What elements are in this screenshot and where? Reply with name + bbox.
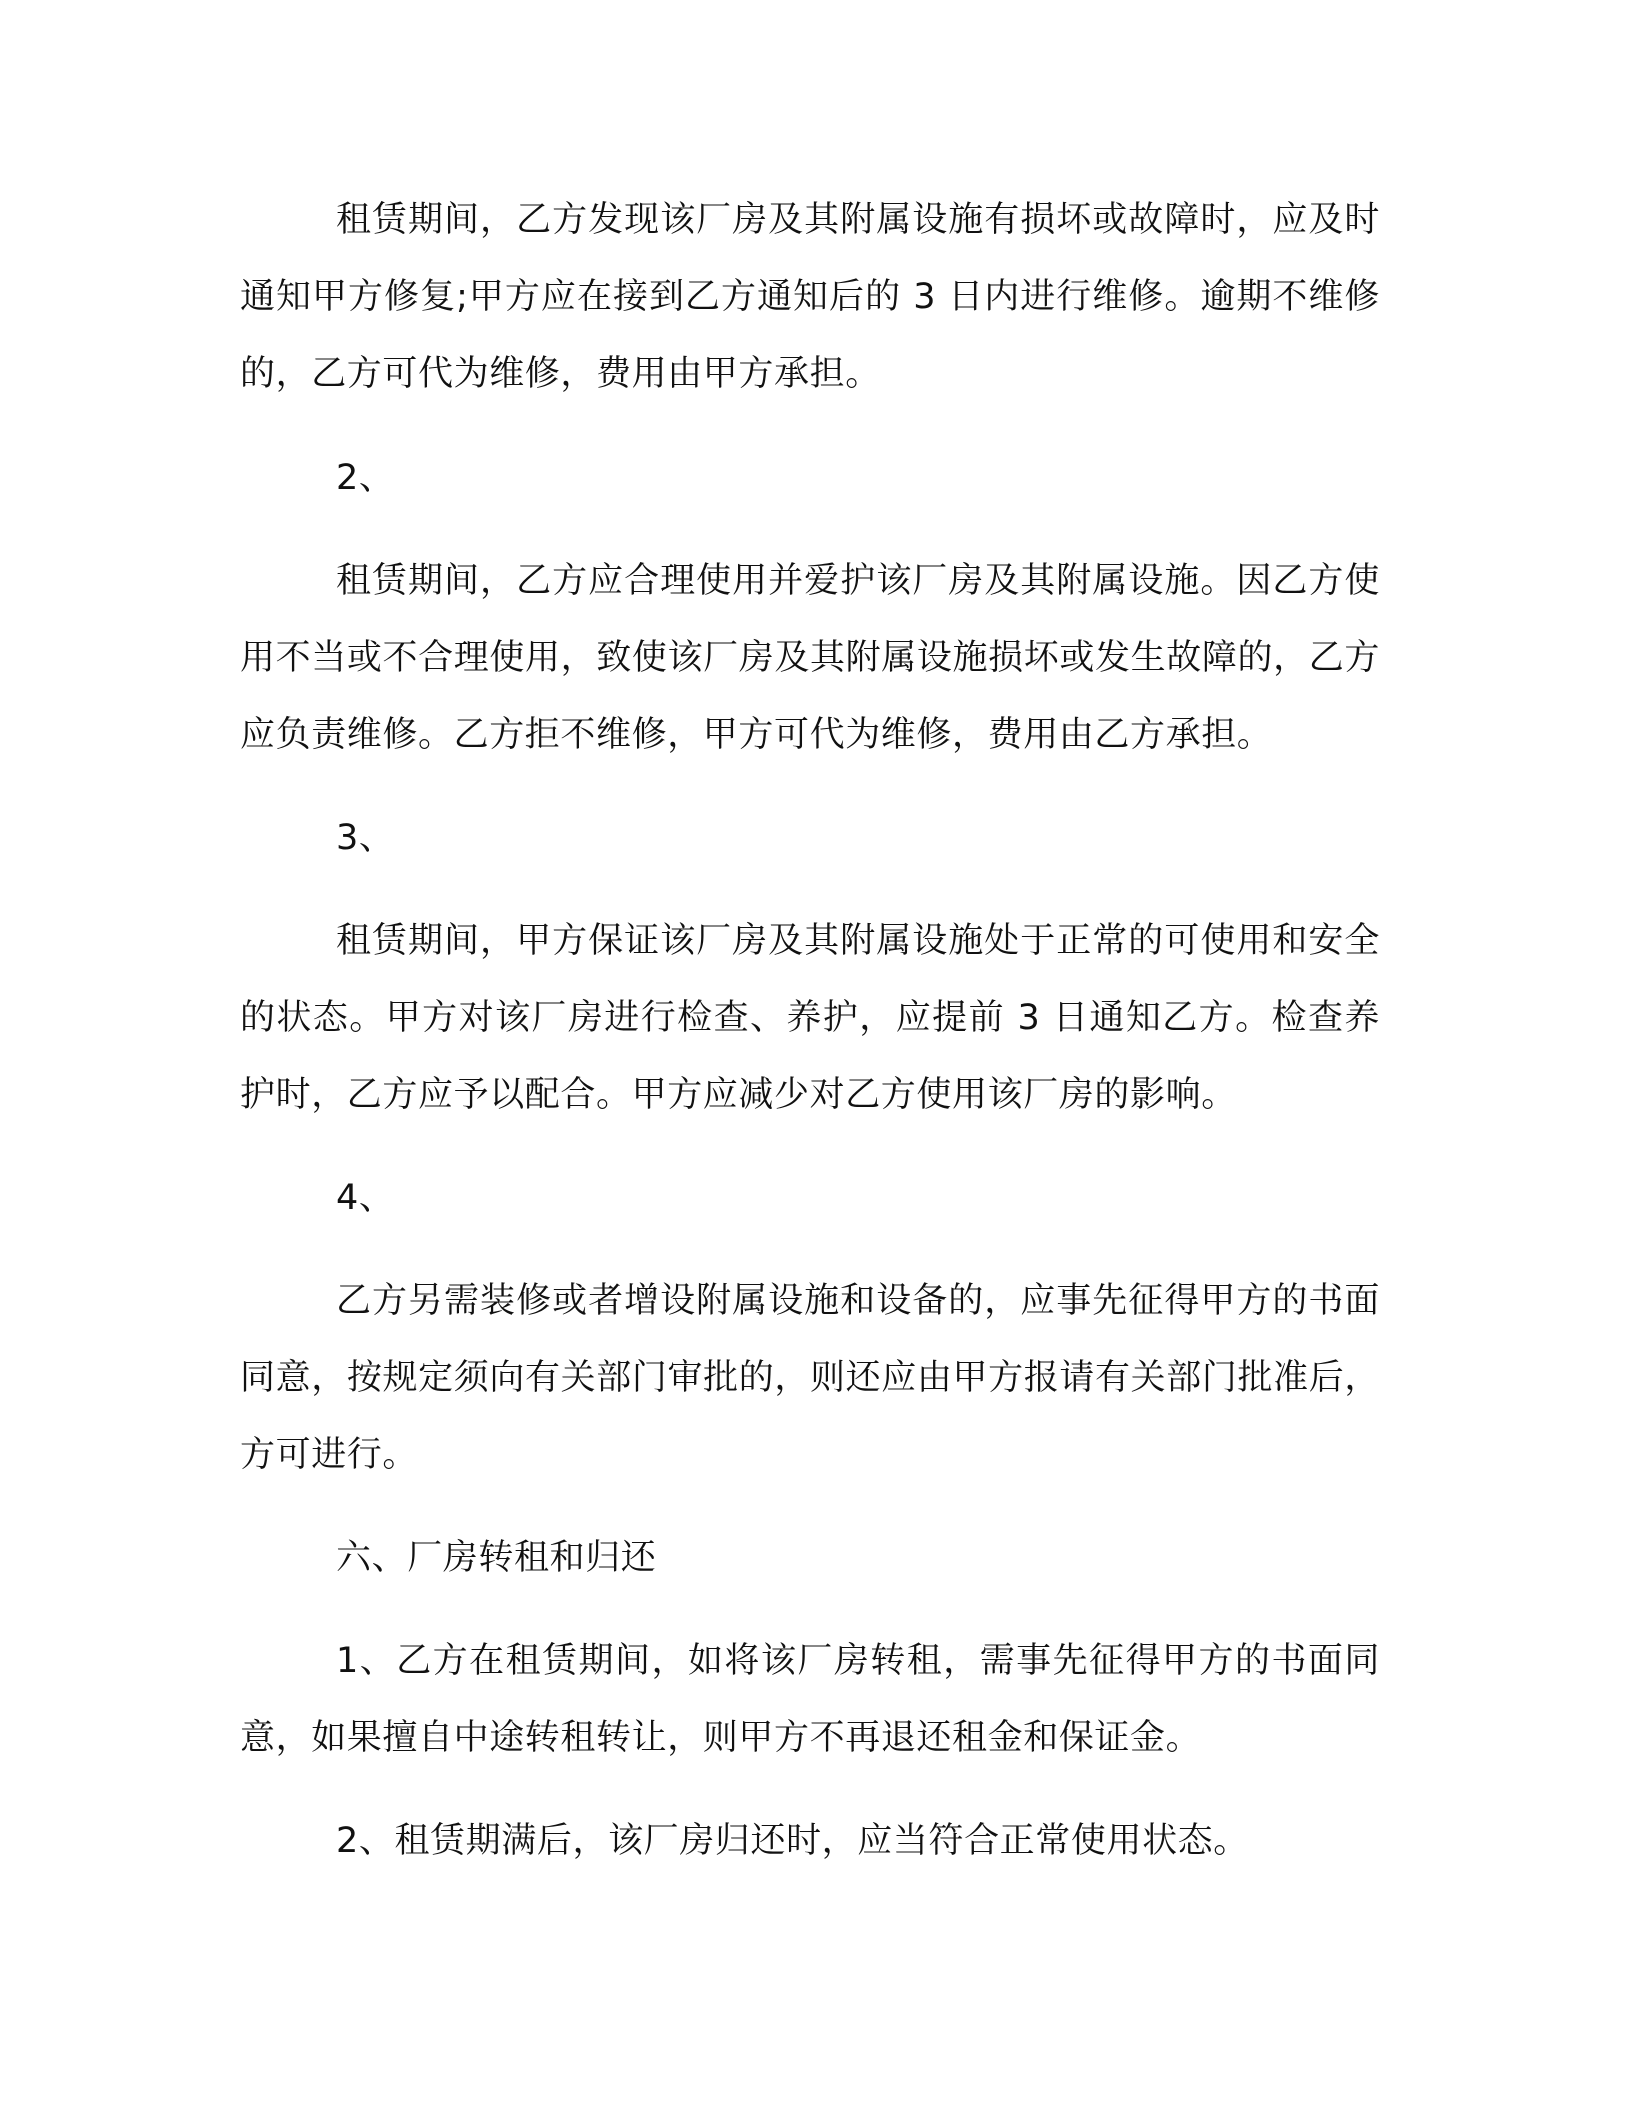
paragraph-safety-inspection: 租赁期间，甲方保证该厂房及其附属设施处于正常的可使用和安全的状态。甲方对该厂房进行检查、养护，应提前 3 日通知乙方。检查养护时，乙方应予以配合。甲方应减少对乙方使用该厂房的影响。 — [240, 921, 1380, 1115]
paragraph-renovation: 乙方另需装修或者增设附属设施和设备的，应事先征得甲方的书面同意，按规定须向有关部门审批的，则还应由甲方报请有关部门批准后，方可进行。 — [240, 1281, 1380, 1475]
section-heading-sublease-return: 六、厂房转租和归还 — [336, 1538, 657, 1578]
item-number-3: 3、 — [336, 818, 395, 858]
paragraph-repair-by-lessor: 租赁期间，乙方发现该厂房及其附属设施有损坏或故障时，应及时通知甲方修复;甲方应在接到乙方通知后的 3 日内进行维修。逾期不维修的，乙方可代为维修，费用由甲方承担。 — [240, 200, 1380, 394]
item-number-2: 2、 — [336, 458, 395, 498]
paragraph-return: 2、租赁期满后，该厂房归还时，应当符合正常使用状态。 — [336, 1821, 1249, 1861]
paragraph-repair-by-lessee: 租赁期间，乙方应合理使用并爱护该厂房及其附属设施。因乙方使用不当或不合理使用，致使该厂房及其附属设施损坏或发生故障的，乙方应负责维修。乙方拒不维修，甲方可代为维修，费用由乙方承担。 — [240, 561, 1380, 755]
item-number-4: 4、 — [336, 1178, 395, 1218]
paragraph-sublease: 1、乙方在租赁期间，如将该厂房转租，需事先征得甲方的书面同意，如果擅自中途转租转让，则甲方不再退还租金和保证金。 — [240, 1641, 1380, 1758]
